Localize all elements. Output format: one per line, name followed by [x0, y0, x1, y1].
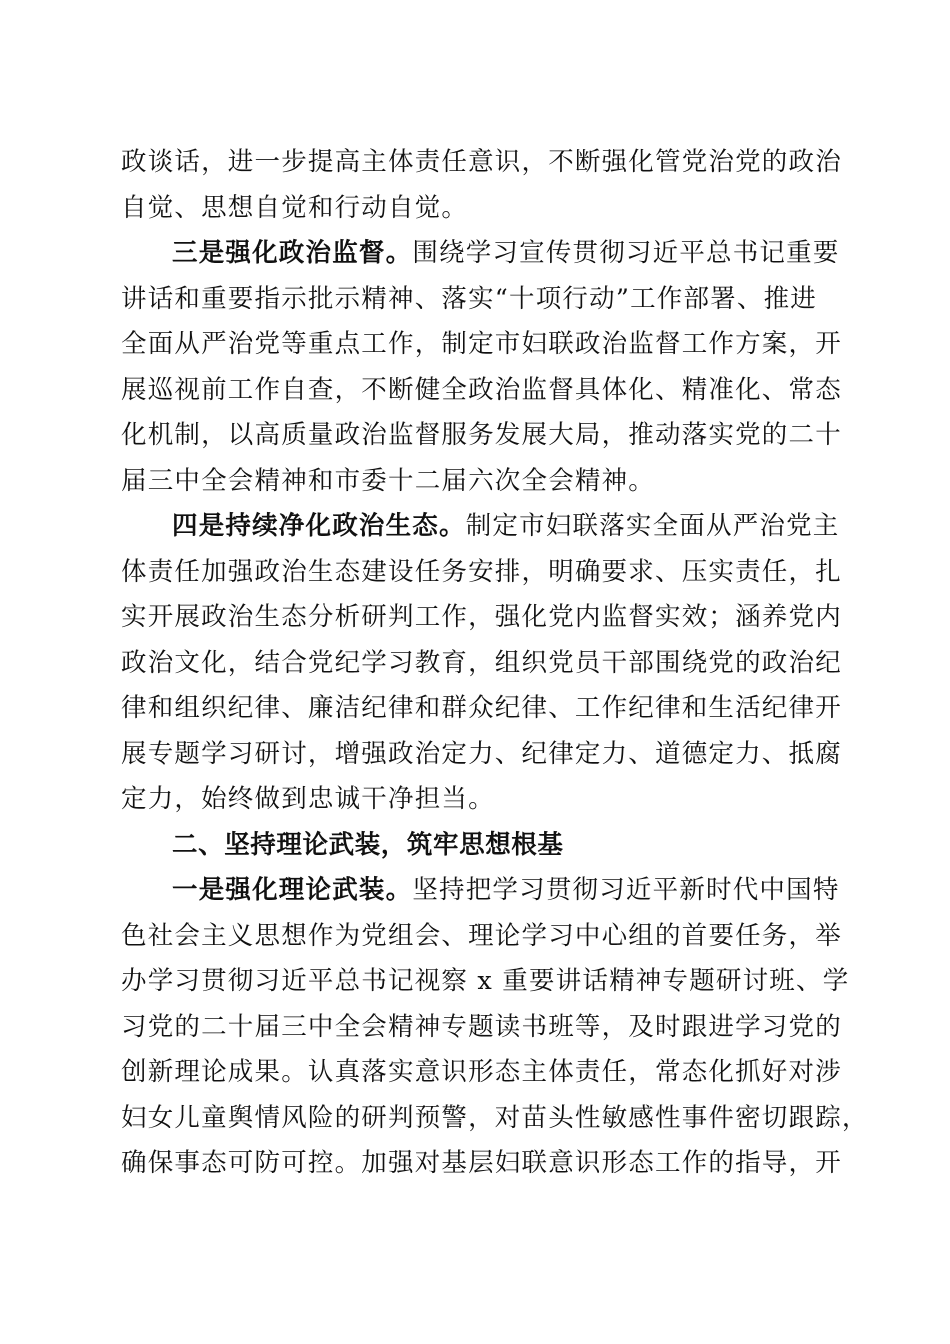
text-line: 实开展政治生态分析研判工作，强化党内监督实效；涵养党内	[121, 602, 842, 632]
text-line: 色社会主义思想作为党组会、理论学习中心组的首要任务，举	[121, 920, 842, 951]
paragraph-3	[121, 504, 842, 823]
text-line: 届三中全会精神和市委十二届六次全会精神。	[121, 465, 656, 496]
paragraph-1	[121, 140, 842, 231]
paragraph-lead: 四是持续净化政治生态。	[172, 511, 466, 541]
text-line: 妇女儿童舆情风险的研判预警，对苗头性敏感性事件密切跟踪，	[121, 1102, 869, 1133]
paragraph-text: 围绕学习宣传贯彻习近平总书记重要	[412, 238, 840, 268]
text-line	[121, 504, 840, 550]
text-line: 展专题学习研讨，增强政治定力、纪律定力、道德定力、抵腐	[121, 738, 842, 769]
text-line	[121, 868, 840, 914]
text-line: 化机制，以高质量政治监督服务发展大局，推动落实党的二十	[121, 420, 842, 450]
paragraph-4	[121, 868, 869, 1187]
text-line: 展巡视前工作自查，不断健全政治监督具体化、精准化、常态	[121, 374, 842, 405]
paragraph-lead: 一是强化理论武装。	[172, 875, 413, 905]
text-line: 政治文化，结合党纪学习教育，组织党员干部围绕党的政治纪	[121, 647, 842, 678]
text-line: 自觉、思想自觉和行动自觉。	[121, 192, 469, 223]
paragraph-lead: 三是强化政治监督。	[172, 238, 413, 268]
text-line: 定力，始终做到忠诚干净担当。	[121, 784, 495, 814]
paragraph-2	[121, 231, 842, 504]
text-line: 政谈话，进一步提高主体责任意识，不断强化管党治党的政治	[121, 147, 842, 177]
text-line: 全面从严治党等重点工作，制定市妇联政治监督工作方案，开	[121, 329, 842, 359]
text-line: 讲话和重要指示批示精神、落实“十项行动”工作部署、推进	[121, 283, 817, 314]
text-line: 确保事态可防可控。加强对基层妇联意识形态工作的指导，开	[121, 1148, 842, 1178]
paragraph-text: 制定市妇联落实全面从严治党主	[465, 511, 840, 541]
text-line: 习党的二十届三中全会精神专题读书班等，及时跟进学习党的	[121, 1011, 842, 1042]
text-line: 体责任加强政治生态建设任务安排，明确要求、压实责任，扎	[121, 556, 842, 587]
text-line: 办学习贯彻习近平总书记视察 x 重要讲话精神专题研讨班、学	[121, 966, 850, 996]
section-heading: 二、坚持理论武装，筑牢思想根基	[172, 829, 564, 860]
paragraph-text: 坚持把学习贯彻习近平新时代中国特	[412, 875, 840, 905]
text-line	[121, 231, 840, 277]
text-line: 创新理论成果。认真落实意识形态主体责任，常态化抓好对涉	[121, 1057, 842, 1087]
text-line: 律和组织纪律、廉洁纪律和群众纪律、工作纪律和生活纪律开	[121, 693, 842, 723]
